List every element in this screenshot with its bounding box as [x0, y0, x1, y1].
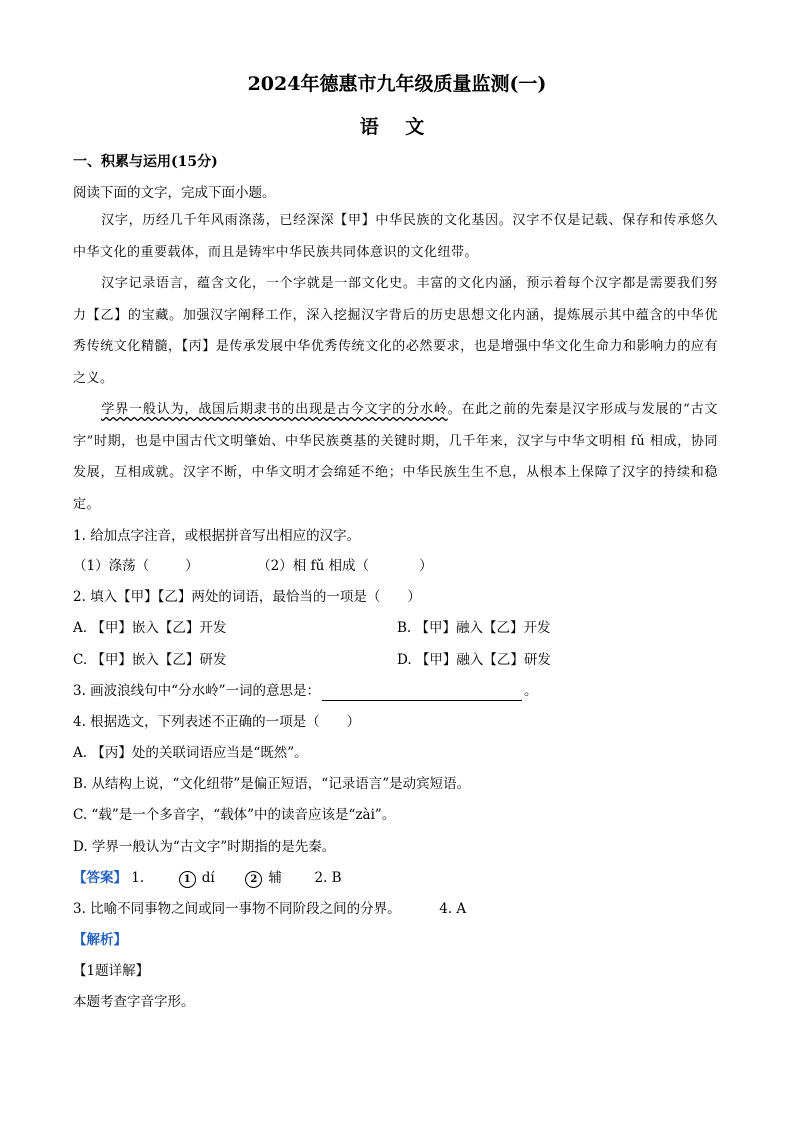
q1-part-a-label: （1）涤荡（ [73, 558, 150, 574]
detail-text: 本题考查字音字形。 [73, 994, 195, 1010]
answer-1-prefix: 1. [131, 870, 145, 886]
q2-option-a: A. 【甲】嵌入【乙】开发 [73, 620, 227, 636]
q1-part-a-close: ） [185, 558, 199, 574]
passage-p3-text: 。在此之前的先秦是汉字形成与发展的“古文字”时期，也是中国古代文明肇始、中华民族奠基的关键时期，几千年来，汉字与中华文明相 fǔ 相成，协同发展，互相成就。汉字不断，中华文明才会绵延不绝；中华民族生生不息，从根本上保障了汉字的持续和稳定。 [73, 402, 718, 512]
passage-paragraph-2 [73, 268, 718, 394]
q3-text: 3. 画波浪线句中“分水岭”一词的意思是： [73, 683, 320, 699]
analysis-tag: 【解析】 [73, 932, 127, 948]
subject-title: 语 文 [359, 116, 435, 138]
q2-option-b: B. 【甲】融入【乙】开发 [397, 620, 551, 636]
question-2: 2. 填入【甲】【乙】两处的词语，最恰当的一项是（ ） [73, 589, 421, 605]
q4-option-d: D. 学界一般认为“古文字”时期指的是先秦。 [73, 839, 336, 855]
answer-line [73, 868, 342, 888]
question-4: 4. 根据选文，下列表述不正确的一项是（ ） [73, 714, 361, 730]
q4-option-b: B. 从结构上说，“文化纽带”是偏正短语，“记录语言”是动宾短语。 [73, 776, 471, 792]
question-1-blanks [73, 556, 433, 576]
q2-option-d: D. 【甲】融入【乙】研发 [397, 652, 551, 668]
passage-paragraph-1 [73, 205, 718, 268]
answer-3: 3. 比喻不同事物之间或同一事物不同阶段之间的分界。 [73, 901, 401, 917]
q2-option-c: C. 【甲】嵌入【乙】研发 [73, 652, 227, 668]
wavy-underlined-sentence: 学界一般认为，战国后期隶书的出现是古今文字的分水岭 [101, 402, 448, 417]
answer-line-2 [73, 899, 466, 919]
exam-title: 2024年德惠市九年级质量监测(一) [247, 73, 547, 95]
section-heading: 一、积累与运用(15分) [73, 154, 218, 170]
q1-part-b-close: ） [419, 558, 433, 574]
answer-tag: 【答案】 [73, 870, 127, 886]
instruction-text: 阅读下面的文字，完成下面小题。 [73, 185, 276, 201]
passage-p2-text: 汉字记录语言，蕴含文化，一个字就是一部文化史。丰富的文化内涵，预示着每个汉字都是需要我们努力【乙】的宝藏。加强汉字阐释工作，深入挖掘汉字背后的历史思想文化内涵，提炼展示其中蕴含的中华优秀传统文化精髓，【丙】是传承发展中华优秀传统文化的必然要求，也是增强中华文化生命力和影响力的应有之义。 [73, 276, 718, 386]
answer-1-part-1: dí [201, 870, 215, 886]
question-1: 1. 给加点字注音，或根据拼音写出相应的汉字。 [73, 528, 361, 544]
answer-4: 4. A [439, 901, 467, 917]
circled-number-1: 1 [179, 871, 196, 888]
detail-heading: 【1题详解】 [73, 963, 150, 979]
answer-2: 2. B [314, 870, 342, 886]
circled-number-2: 2 [245, 871, 262, 888]
question-3 [73, 681, 537, 701]
answer-1-part-2: 辅 [268, 870, 282, 886]
q3-answer-blank [322, 686, 522, 701]
q1-part-b-label: （2）相 fǔ 相成（ [257, 558, 370, 574]
q4-option-a: A. 【丙】处的关联词语应当是“既然”。 [73, 745, 308, 761]
passage-p1-text: 汉字，历经几千年风雨涤荡，已经深深【甲】中华民族的文化基因。汉字不仅是记载、保存和传承悠久中华文化的重要载体，而且是铸牢中华民族共同体意识的文化纽带。 [73, 213, 718, 260]
passage-paragraph-3 [73, 394, 718, 520]
q4-option-c: C. “载”是一个多音字，“载体”中的读音应该是“zài”。 [73, 807, 396, 823]
q3-end: 。 [523, 683, 538, 699]
